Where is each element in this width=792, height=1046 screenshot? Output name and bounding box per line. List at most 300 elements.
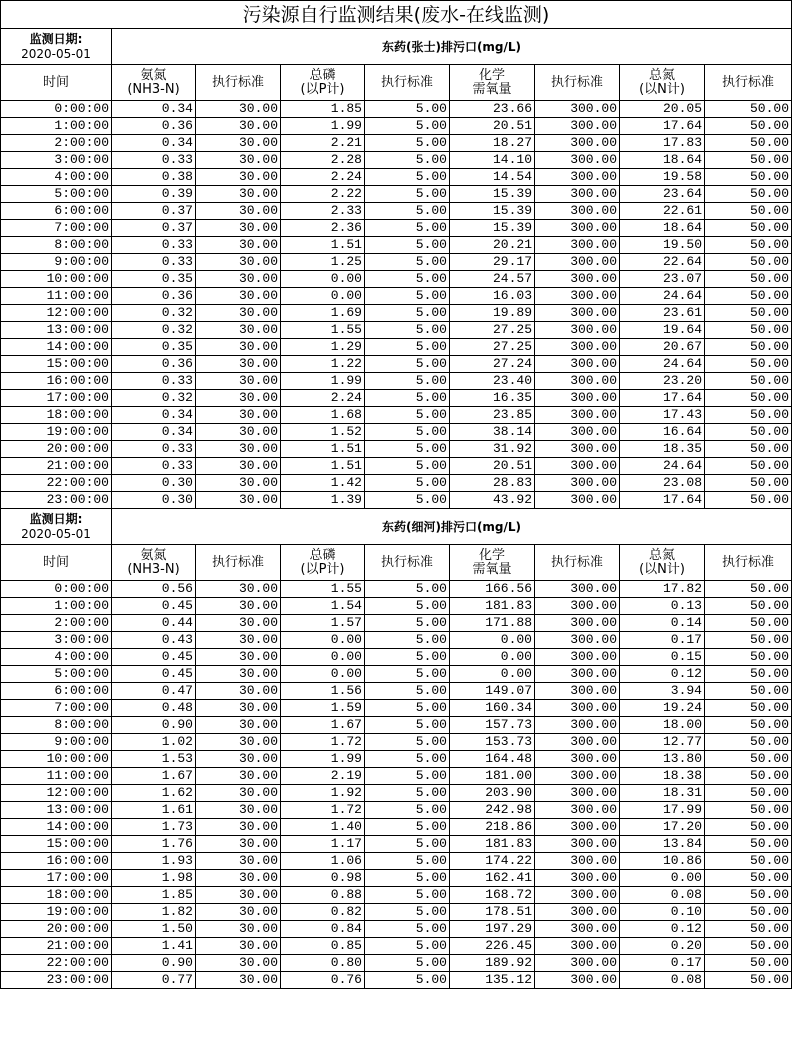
nitrogen-standard: 50.00 — [705, 598, 792, 615]
phosphorus-value: 0.00 — [281, 666, 365, 683]
phosphorus-value: 1.68 — [281, 407, 365, 424]
nitrogen-standard: 50.00 — [705, 802, 792, 819]
ammonia-standard: 30.00 — [196, 356, 281, 373]
nitrogen-standard: 50.00 — [705, 475, 792, 492]
ammonia-standard: 30.00 — [196, 407, 281, 424]
nitrogen-standard: 50.00 — [705, 955, 792, 972]
time-cell: 7:00:00 — [1, 220, 112, 237]
cod-standard: 300.00 — [535, 819, 620, 836]
nitrogen-standard: 50.00 — [705, 615, 792, 632]
table-row — [1, 955, 792, 972]
ammonia-standard: 30.00 — [196, 305, 281, 322]
nitrogen-standard: 50.00 — [705, 305, 792, 322]
nitrogen-value: 19.24 — [620, 700, 705, 717]
nitrogen-value: 19.50 — [620, 237, 705, 254]
column-header-row — [1, 545, 792, 581]
ammonia-value: 1.67 — [112, 768, 196, 785]
phosphorus-value: 1.22 — [281, 356, 365, 373]
cod-value: 135.12 — [450, 972, 535, 989]
time-cell: 22:00:00 — [1, 475, 112, 492]
ammonia-standard: 30.00 — [196, 135, 281, 152]
phosphorus-standard: 5.00 — [365, 717, 450, 734]
time-cell: 2:00:00 — [1, 135, 112, 152]
cod-value: 178.51 — [450, 904, 535, 921]
ammonia-standard: 30.00 — [196, 921, 281, 938]
table-row — [1, 356, 792, 373]
phosphorus-value: 1.52 — [281, 424, 365, 441]
phosphorus-standard: 5.00 — [365, 955, 450, 972]
time-cell: 5:00:00 — [1, 666, 112, 683]
header-cod-line: 需氧量 — [472, 81, 512, 97]
header-total-phosphorus-line: 总磷 — [309, 547, 336, 563]
ammonia-value: 0.77 — [112, 972, 196, 989]
nitrogen-standard: 50.00 — [705, 118, 792, 135]
header-standard: 执行标准 — [196, 65, 281, 101]
nitrogen-value: 23.61 — [620, 305, 705, 322]
nitrogen-standard: 50.00 — [705, 700, 792, 717]
cod-standard: 300.00 — [535, 424, 620, 441]
header-cod-line: 化学 — [478, 67, 505, 83]
cod-standard: 300.00 — [535, 271, 620, 288]
ammonia-value: 0.37 — [112, 203, 196, 220]
time-cell: 10:00:00 — [1, 271, 112, 288]
phosphorus-standard: 5.00 — [365, 220, 450, 237]
phosphorus-value: 0.98 — [281, 870, 365, 887]
nitrogen-standard: 50.00 — [705, 683, 792, 700]
table-row — [1, 972, 792, 989]
phosphorus-value: 0.80 — [281, 955, 365, 972]
table-row — [1, 887, 792, 904]
phosphorus-value: 1.51 — [281, 237, 365, 254]
monitoring-date-cell — [1, 509, 112, 545]
table-row — [1, 220, 792, 237]
phosphorus-standard: 5.00 — [365, 458, 450, 475]
phosphorus-standard: 5.00 — [365, 152, 450, 169]
cod-value: 0.00 — [450, 649, 535, 666]
ammonia-standard: 30.00 — [196, 492, 281, 509]
cod-value: 18.27 — [450, 135, 535, 152]
nitrogen-value: 12.77 — [620, 734, 705, 751]
phosphorus-standard: 5.00 — [365, 305, 450, 322]
phosphorus-value: 1.51 — [281, 458, 365, 475]
nitrogen-value: 0.15 — [620, 649, 705, 666]
phosphorus-value: 1.51 — [281, 441, 365, 458]
table-row — [1, 802, 792, 819]
ammonia-standard: 30.00 — [196, 836, 281, 853]
cod-value: 14.54 — [450, 169, 535, 186]
cod-standard: 300.00 — [535, 717, 620, 734]
nitrogen-value: 10.86 — [620, 853, 705, 870]
nitrogen-value: 17.20 — [620, 819, 705, 836]
table-row — [1, 152, 792, 169]
ammonia-value: 1.50 — [112, 921, 196, 938]
table-row — [1, 288, 792, 305]
ammonia-value: 0.36 — [112, 356, 196, 373]
phosphorus-value: 1.54 — [281, 598, 365, 615]
cod-standard: 300.00 — [535, 186, 620, 203]
ammonia-value: 0.34 — [112, 101, 196, 118]
ammonia-value: 0.48 — [112, 700, 196, 717]
table-row — [1, 203, 792, 220]
table-row — [1, 339, 792, 356]
table-row — [1, 101, 792, 118]
nitrogen-value: 19.58 — [620, 169, 705, 186]
ammonia-standard: 30.00 — [196, 288, 281, 305]
nitrogen-value: 18.38 — [620, 768, 705, 785]
cod-standard: 300.00 — [535, 649, 620, 666]
nitrogen-standard: 50.00 — [705, 972, 792, 989]
phosphorus-value: 0.82 — [281, 904, 365, 921]
nitrogen-standard: 50.00 — [705, 836, 792, 853]
table-row — [1, 271, 792, 288]
phosphorus-value: 2.33 — [281, 203, 365, 220]
time-cell: 23:00:00 — [1, 492, 112, 509]
nitrogen-standard: 50.00 — [705, 492, 792, 509]
phosphorus-standard: 5.00 — [365, 101, 450, 118]
ammonia-standard: 30.00 — [196, 751, 281, 768]
phosphorus-standard: 5.00 — [365, 819, 450, 836]
header-time: 时间 — [1, 65, 112, 101]
cod-standard: 300.00 — [535, 390, 620, 407]
header-ammonia — [112, 65, 196, 101]
nitrogen-value: 18.31 — [620, 785, 705, 802]
time-cell: 17:00:00 — [1, 390, 112, 407]
table-row — [1, 458, 792, 475]
cod-standard: 300.00 — [535, 356, 620, 373]
cod-value: 29.17 — [450, 254, 535, 271]
ammonia-standard: 30.00 — [196, 887, 281, 904]
ammonia-standard: 30.00 — [196, 441, 281, 458]
phosphorus-standard: 5.00 — [365, 683, 450, 700]
ammonia-value: 0.90 — [112, 955, 196, 972]
phosphorus-value: 1.92 — [281, 785, 365, 802]
phosphorus-standard: 5.00 — [365, 853, 450, 870]
table-row — [1, 598, 792, 615]
phosphorus-value: 1.72 — [281, 802, 365, 819]
time-cell: 9:00:00 — [1, 254, 112, 271]
time-cell: 5:00:00 — [1, 186, 112, 203]
phosphorus-value: 2.36 — [281, 220, 365, 237]
cod-value: 43.92 — [450, 492, 535, 509]
header-total-nitrogen-line: 总氮 — [648, 547, 675, 563]
phosphorus-standard: 5.00 — [365, 237, 450, 254]
phosphorus-value: 1.56 — [281, 683, 365, 700]
table-row — [1, 717, 792, 734]
ammonia-standard: 30.00 — [196, 458, 281, 475]
nitrogen-standard: 50.00 — [705, 649, 792, 666]
phosphorus-standard: 5.00 — [365, 339, 450, 356]
nitrogen-standard: 50.00 — [705, 870, 792, 887]
time-cell: 20:00:00 — [1, 441, 112, 458]
ammonia-value: 0.90 — [112, 717, 196, 734]
ammonia-standard: 30.00 — [196, 768, 281, 785]
cod-value: 166.56 — [450, 581, 535, 598]
cod-value: 31.92 — [450, 441, 535, 458]
table-row — [1, 921, 792, 938]
cod-value: 153.73 — [450, 734, 535, 751]
monitoring-date-cell — [1, 29, 112, 65]
cod-value: 203.90 — [450, 785, 535, 802]
section-header-row — [1, 509, 792, 545]
cod-standard: 300.00 — [535, 751, 620, 768]
cod-value: 168.72 — [450, 887, 535, 904]
phosphorus-value: 0.85 — [281, 938, 365, 955]
table-row — [1, 581, 792, 598]
time-cell: 15:00:00 — [1, 836, 112, 853]
nitrogen-standard: 50.00 — [705, 254, 792, 271]
header-ammonia — [112, 545, 196, 581]
nitrogen-value: 0.20 — [620, 938, 705, 955]
nitrogen-standard: 50.00 — [705, 407, 792, 424]
time-cell: 18:00:00 — [1, 887, 112, 904]
cod-value: 189.92 — [450, 955, 535, 972]
ammonia-standard: 30.00 — [196, 237, 281, 254]
nitrogen-standard: 50.00 — [705, 424, 792, 441]
ammonia-standard: 30.00 — [196, 101, 281, 118]
nitrogen-standard: 50.00 — [705, 339, 792, 356]
table-row — [1, 390, 792, 407]
nitrogen-standard: 50.00 — [705, 169, 792, 186]
ammonia-value: 0.34 — [112, 135, 196, 152]
phosphorus-standard: 5.00 — [365, 666, 450, 683]
ammonia-value: 0.33 — [112, 373, 196, 390]
phosphorus-standard: 5.00 — [365, 802, 450, 819]
table-row — [1, 305, 792, 322]
nitrogen-value: 20.67 — [620, 339, 705, 356]
phosphorus-standard: 5.00 — [365, 356, 450, 373]
header-total-phosphorus — [281, 545, 365, 581]
ammonia-value: 1.41 — [112, 938, 196, 955]
nitrogen-standard: 50.00 — [705, 390, 792, 407]
time-cell: 11:00:00 — [1, 768, 112, 785]
nitrogen-standard: 50.00 — [705, 441, 792, 458]
cod-standard: 300.00 — [535, 700, 620, 717]
cod-standard: 300.00 — [535, 887, 620, 904]
nitrogen-value: 13.80 — [620, 751, 705, 768]
section-header-row — [1, 29, 792, 65]
header-ammonia-line: 氨氮 — [140, 547, 167, 563]
cod-value: 157.73 — [450, 717, 535, 734]
header-cod — [450, 545, 535, 581]
ammonia-standard: 30.00 — [196, 118, 281, 135]
phosphorus-standard: 5.00 — [365, 836, 450, 853]
time-cell: 16:00:00 — [1, 373, 112, 390]
time-cell: 8:00:00 — [1, 717, 112, 734]
ammonia-value: 0.32 — [112, 305, 196, 322]
table-row — [1, 751, 792, 768]
ammonia-standard: 30.00 — [196, 169, 281, 186]
cod-standard: 300.00 — [535, 220, 620, 237]
nitrogen-standard: 50.00 — [705, 717, 792, 734]
phosphorus-value: 1.29 — [281, 339, 365, 356]
cod-standard: 300.00 — [535, 598, 620, 615]
phosphorus-standard: 5.00 — [365, 700, 450, 717]
phosphorus-value: 0.88 — [281, 887, 365, 904]
ammonia-value: 0.35 — [112, 339, 196, 356]
table-row — [1, 135, 792, 152]
ammonia-value: 1.85 — [112, 887, 196, 904]
phosphorus-value: 1.40 — [281, 819, 365, 836]
ammonia-value: 1.02 — [112, 734, 196, 751]
phosphorus-value: 1.67 — [281, 717, 365, 734]
cod-standard: 300.00 — [535, 492, 620, 509]
nitrogen-value: 24.64 — [620, 458, 705, 475]
outlet-name: 东药(细河)排污口(mg/L) — [112, 509, 792, 545]
time-cell: 6:00:00 — [1, 203, 112, 220]
time-cell: 14:00:00 — [1, 339, 112, 356]
table-row — [1, 322, 792, 339]
nitrogen-value: 18.64 — [620, 220, 705, 237]
ammonia-standard: 30.00 — [196, 203, 281, 220]
ammonia-value: 1.98 — [112, 870, 196, 887]
phosphorus-value: 0.00 — [281, 632, 365, 649]
cod-standard: 300.00 — [535, 305, 620, 322]
header-time: 时间 — [1, 545, 112, 581]
phosphorus-value: 1.69 — [281, 305, 365, 322]
ammonia-standard: 30.00 — [196, 819, 281, 836]
ammonia-standard: 30.00 — [196, 152, 281, 169]
nitrogen-standard: 50.00 — [705, 751, 792, 768]
time-cell: 21:00:00 — [1, 458, 112, 475]
nitrogen-standard: 50.00 — [705, 373, 792, 390]
phosphorus-standard: 5.00 — [365, 921, 450, 938]
phosphorus-value: 1.85 — [281, 101, 365, 118]
header-total-phosphorus-line: (以P计) — [300, 81, 345, 97]
header-standard: 执行标准 — [196, 545, 281, 581]
ammonia-standard: 30.00 — [196, 785, 281, 802]
ammonia-value: 0.38 — [112, 169, 196, 186]
table-row — [1, 904, 792, 921]
nitrogen-standard: 50.00 — [705, 203, 792, 220]
table-row — [1, 254, 792, 271]
nitrogen-value: 17.64 — [620, 118, 705, 135]
header-total-nitrogen-line: 总氮 — [648, 67, 675, 83]
nitrogen-standard: 50.00 — [705, 356, 792, 373]
phosphorus-value: 1.99 — [281, 118, 365, 135]
header-cod-line: 需氧量 — [472, 561, 512, 577]
phosphorus-standard: 5.00 — [365, 598, 450, 615]
ammonia-standard: 30.00 — [196, 373, 281, 390]
table-row — [1, 666, 792, 683]
time-cell: 1:00:00 — [1, 118, 112, 135]
cod-standard: 300.00 — [535, 135, 620, 152]
table-row — [1, 441, 792, 458]
phosphorus-standard: 5.00 — [365, 734, 450, 751]
nitrogen-value: 17.99 — [620, 802, 705, 819]
phosphorus-value: 1.06 — [281, 853, 365, 870]
time-cell: 20:00:00 — [1, 921, 112, 938]
header-total-nitrogen — [620, 545, 705, 581]
cod-value: 19.89 — [450, 305, 535, 322]
table-row — [1, 373, 792, 390]
nitrogen-standard: 50.00 — [705, 458, 792, 475]
phosphorus-value: 1.99 — [281, 373, 365, 390]
ammonia-value: 0.33 — [112, 441, 196, 458]
phosphorus-standard: 5.00 — [365, 887, 450, 904]
ammonia-value: 0.32 — [112, 390, 196, 407]
phosphorus-standard: 5.00 — [365, 492, 450, 509]
cod-value: 23.85 — [450, 407, 535, 424]
cod-value: 218.86 — [450, 819, 535, 836]
nitrogen-value: 0.14 — [620, 615, 705, 632]
title-row — [1, 1, 792, 29]
table-row — [1, 819, 792, 836]
cod-value: 20.51 — [450, 458, 535, 475]
cod-standard: 300.00 — [535, 118, 620, 135]
ammonia-standard: 30.00 — [196, 220, 281, 237]
cod-standard: 300.00 — [535, 237, 620, 254]
phosphorus-standard: 5.00 — [365, 615, 450, 632]
cod-standard: 300.00 — [535, 802, 620, 819]
nitrogen-standard: 50.00 — [705, 768, 792, 785]
time-cell: 22:00:00 — [1, 955, 112, 972]
cod-standard: 300.00 — [535, 407, 620, 424]
ammonia-value: 0.56 — [112, 581, 196, 598]
ammonia-standard: 30.00 — [196, 271, 281, 288]
header-cod-line: 化学 — [478, 547, 505, 563]
cod-value: 164.48 — [450, 751, 535, 768]
nitrogen-value: 0.00 — [620, 870, 705, 887]
cod-value: 23.66 — [450, 101, 535, 118]
ammonia-value: 0.47 — [112, 683, 196, 700]
table-row — [1, 407, 792, 424]
nitrogen-standard: 50.00 — [705, 581, 792, 598]
time-cell: 14:00:00 — [1, 819, 112, 836]
phosphorus-standard: 5.00 — [365, 768, 450, 785]
time-cell: 3:00:00 — [1, 152, 112, 169]
header-ammonia-line: (NH3-N) — [127, 561, 180, 577]
table-row — [1, 118, 792, 135]
ammonia-standard: 30.00 — [196, 649, 281, 666]
ammonia-standard: 30.00 — [196, 700, 281, 717]
table-row — [1, 768, 792, 785]
phosphorus-standard: 5.00 — [365, 135, 450, 152]
ammonia-standard: 30.00 — [196, 938, 281, 955]
header-ammonia-line: 氨氮 — [140, 67, 167, 83]
table-row — [1, 632, 792, 649]
cod-value: 20.21 — [450, 237, 535, 254]
cod-standard: 300.00 — [535, 373, 620, 390]
ammonia-value: 1.61 — [112, 802, 196, 819]
nitrogen-value: 16.64 — [620, 424, 705, 441]
cod-standard: 300.00 — [535, 152, 620, 169]
phosphorus-standard: 5.00 — [365, 870, 450, 887]
nitrogen-standard: 50.00 — [705, 288, 792, 305]
cod-value: 149.07 — [450, 683, 535, 700]
phosphorus-standard: 5.00 — [365, 186, 450, 203]
monitoring-date-value: 2020-05-01 — [21, 46, 91, 61]
nitrogen-value: 23.07 — [620, 271, 705, 288]
time-cell: 19:00:00 — [1, 424, 112, 441]
ammonia-value: 0.36 — [112, 288, 196, 305]
nitrogen-value: 17.64 — [620, 390, 705, 407]
header-standard: 执行标准 — [365, 65, 450, 101]
cod-standard: 300.00 — [535, 288, 620, 305]
phosphorus-value: 2.21 — [281, 135, 365, 152]
phosphorus-value: 0.00 — [281, 288, 365, 305]
header-total-phosphorus — [281, 65, 365, 101]
nitrogen-standard: 50.00 — [705, 819, 792, 836]
nitrogen-value: 3.94 — [620, 683, 705, 700]
table-row — [1, 870, 792, 887]
phosphorus-standard: 5.00 — [365, 475, 450, 492]
cod-standard: 300.00 — [535, 972, 620, 989]
cod-standard: 300.00 — [535, 203, 620, 220]
ammonia-standard: 30.00 — [196, 475, 281, 492]
phosphorus-standard: 5.00 — [365, 271, 450, 288]
ammonia-value: 1.73 — [112, 819, 196, 836]
ammonia-value: 0.45 — [112, 649, 196, 666]
